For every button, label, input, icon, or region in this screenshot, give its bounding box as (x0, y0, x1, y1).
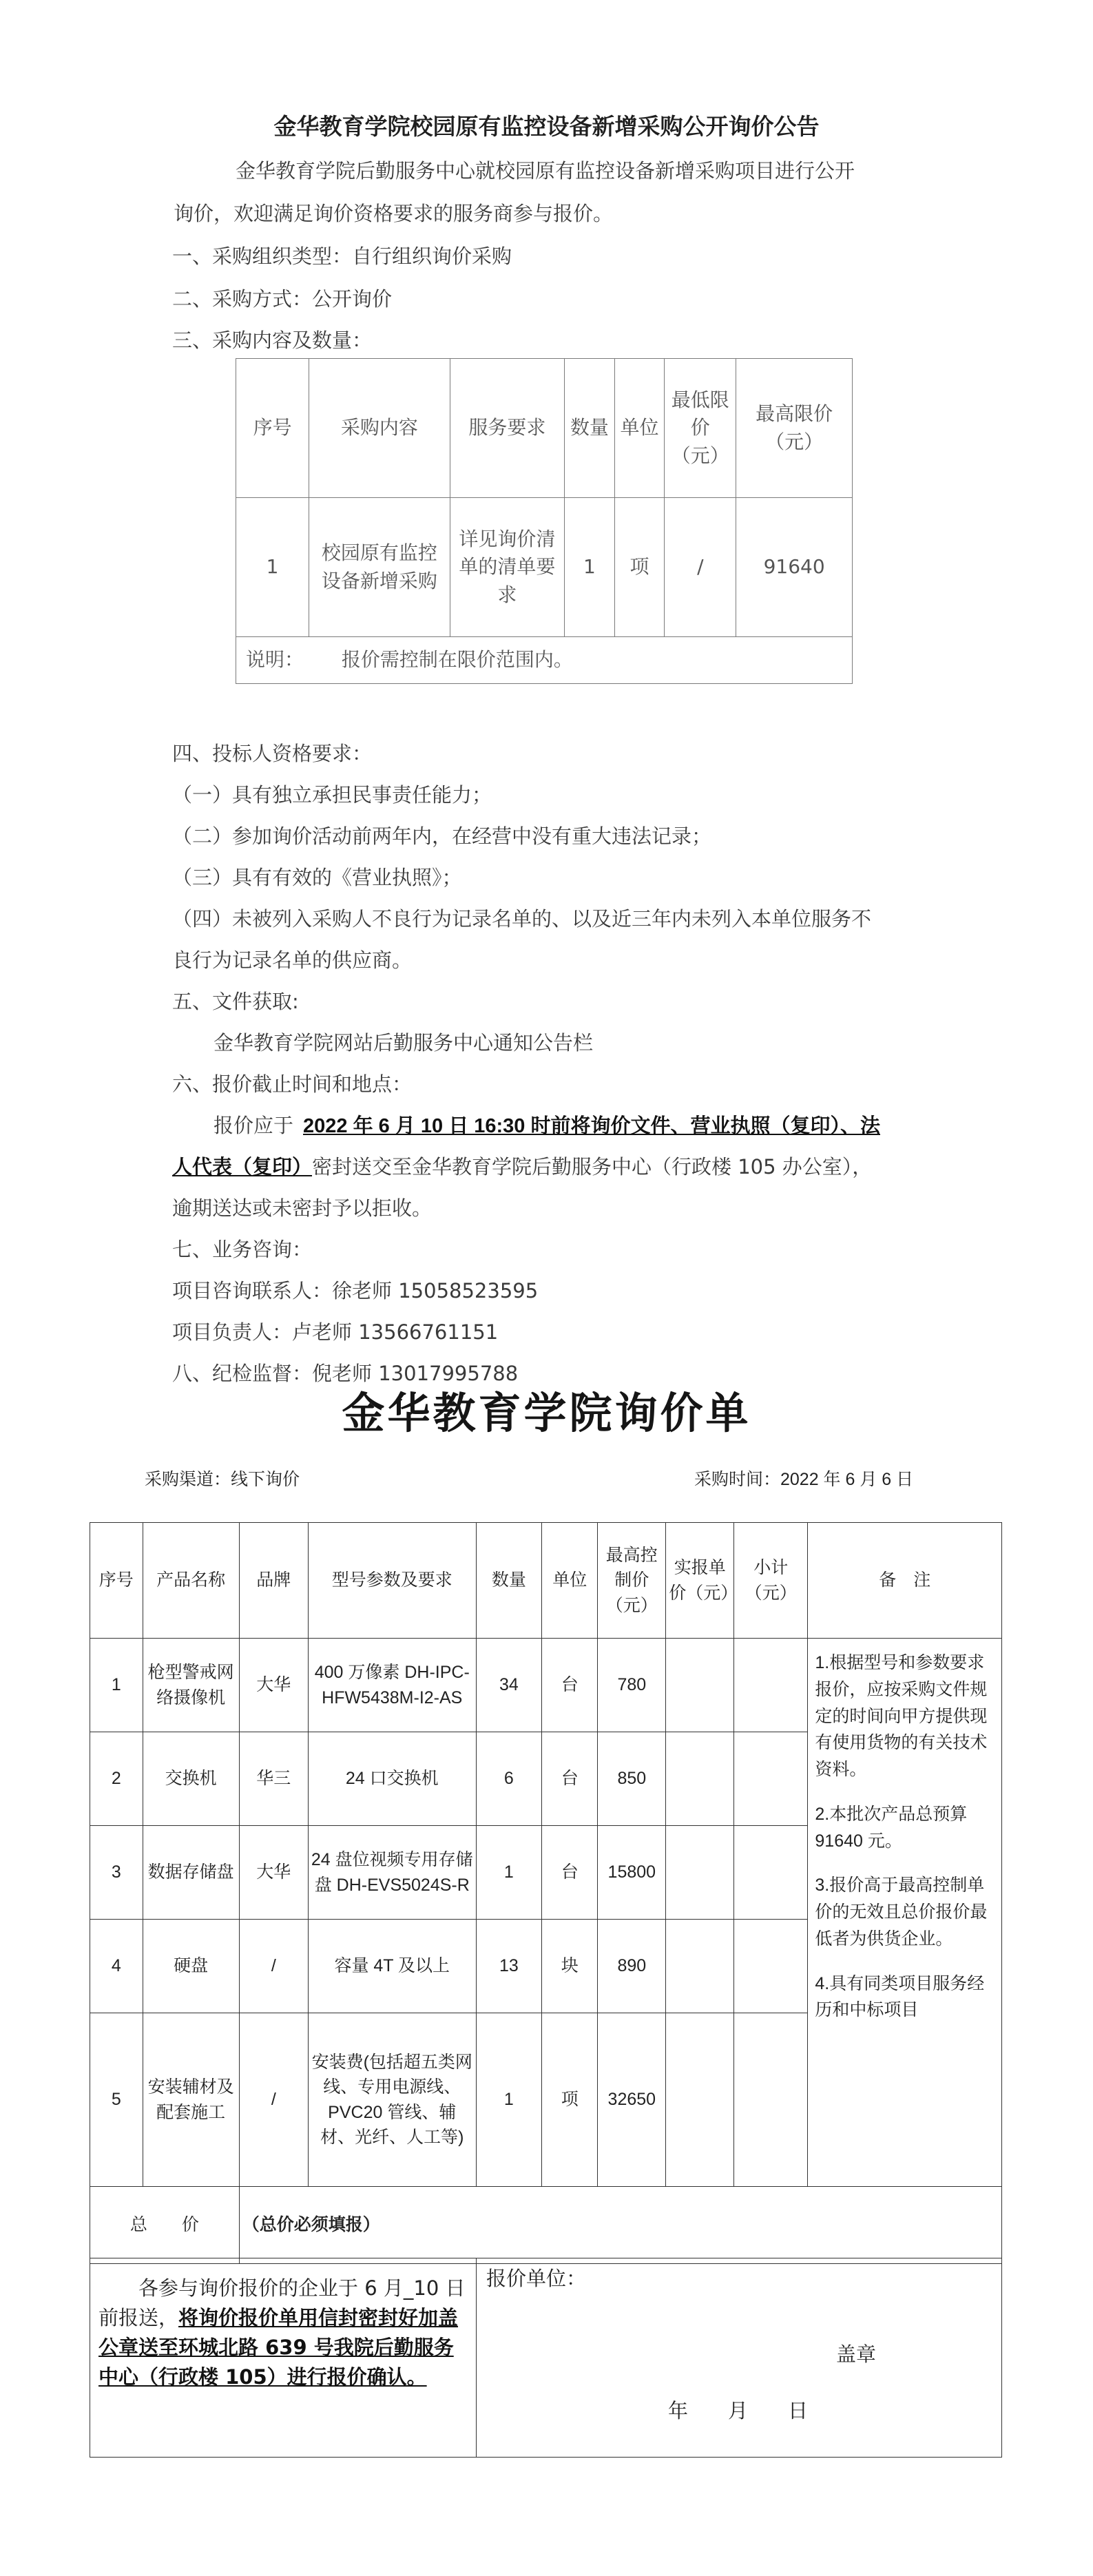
section-8: 八、纪检监督：倪老师 13017995788 (172, 1362, 519, 1385)
section-7: 七、业务咨询： (172, 1238, 313, 1261)
th-content: 采购内容 (309, 359, 450, 498)
inquiry-table (90, 1522, 1002, 2264)
cell-unit: 台 (542, 1639, 598, 1732)
th-brand: 品牌 (239, 1523, 308, 1639)
row-content: 校园原有监控设备新增采购 (309, 498, 450, 637)
section-3: 三、采购内容及数量： (172, 329, 373, 352)
requirement-1: （一）具有独立承担民事责任能力； (172, 783, 492, 807)
cell-spec: 24 盘位视频专用存储盘 DH-EVS5024S-R (308, 1826, 476, 1920)
cell-unit: 台 (542, 1732, 598, 1826)
cell-qty: 1 (476, 2013, 541, 2187)
cell-name: 交换机 (143, 1732, 239, 1826)
section-6-deadline: 2022 年 6 月 10 日 16:30 时前将询价文件、营业执照（复印）、法 (303, 1115, 880, 1137)
cell-price: 32650 (598, 2013, 666, 2187)
remark-3: 3.报价高于最高控制单价的无效且总价报价最低者为供货企业。 (815, 1876, 988, 1949)
row-max-price: 91640 (736, 498, 853, 637)
cell-quote[interactable] (666, 2013, 734, 2187)
row-service: 详见询价清单的清单要求 (450, 498, 564, 637)
cell-no: 2 (90, 1732, 143, 1826)
cell-quote[interactable] (666, 1920, 734, 2013)
cell-quote[interactable] (666, 1826, 734, 1920)
notice-intro-line1: 金华教育学院后勤服务中心就校园原有监控设备新增采购项目进行公开 (236, 159, 855, 183)
cell-price: 780 (598, 1639, 666, 1732)
cell-price: 890 (598, 1920, 666, 2013)
date-label: 年 月 日 (668, 2399, 809, 2422)
cell-no: 1 (90, 1639, 143, 1732)
cell-quote[interactable] (666, 1732, 734, 1826)
cell-no: 5 (90, 2013, 143, 2187)
section-6: 六、报价截止时间和地点： (172, 1072, 413, 1096)
cell-name: 枪型警戒网络摄像机 (143, 1639, 239, 1732)
table-note (236, 637, 853, 684)
th-max-price: 最高限价（元） (736, 359, 853, 498)
requirement-4-line2: 良行为记录名单的供应商。 (172, 948, 413, 972)
cell-subtotal[interactable] (734, 1732, 808, 1826)
notice-intro-line2: 询价，欢迎满足询价资格要求的服务商参与报价。 (174, 202, 614, 225)
inquiry-time: 采购时间：2022 年 6 月 6 日 (694, 1470, 914, 1489)
th-spec: 型号参数及要求 (308, 1523, 476, 1639)
table-note-text: 报价需控制在限价范围内。 (341, 648, 573, 672)
cell-subtotal[interactable] (734, 1639, 808, 1732)
cell-spec: 容量 4T 及以上 (308, 1920, 476, 2013)
table-row (90, 1639, 1002, 1732)
th-min-price: 最低限价（元） (665, 359, 736, 498)
submission-underlined: 将询价报价单用信封密封好加盖公章送至环城北路 639 号我院后勤服务中心（行政楼 105）进行报价确认。 (98, 2305, 459, 2389)
row-no: 1 (236, 498, 309, 637)
cell-no: 3 (90, 1826, 143, 1920)
total-note: （总价必须填报） (242, 2215, 380, 2235)
remarks-cell (808, 1639, 1002, 2187)
cell-brand: 大华 (239, 1826, 308, 1920)
th-subtotal: 小计（元） (734, 1523, 808, 1639)
requirement-3: （三）具有有效的《营业执照》； (172, 866, 462, 889)
cell-name: 安装辅材及配套施工 (143, 2013, 239, 2187)
inquiry-title: 金华教育学院询价单 (342, 1388, 751, 1438)
cell-spec: 安装费(包括超五类网线、专用电源线、PVC20 管线、辅材、光纤、人工等) (308, 2013, 476, 2187)
row-min-price: / (665, 498, 736, 637)
cell-unit: 块 (542, 1920, 598, 2013)
cell-unit: 台 (542, 1826, 598, 1920)
notice-title: 金华教育学院校园原有监控设备新增采购公开询价公告 (273, 113, 820, 140)
section-6-pre: 报价应于 (214, 1114, 294, 1137)
cell-brand: 华三 (239, 1732, 308, 1826)
inquiry-channel: 采购渠道：线下询价 (145, 1470, 300, 1489)
total-label: 总 价 (90, 2187, 240, 2264)
table-note-label: 说明： (246, 648, 304, 672)
th-unit: 单位 (614, 359, 665, 498)
th-qty: 数量 (476, 1523, 541, 1639)
section-5: 五、文件获取: (172, 990, 299, 1013)
th-no: 序号 (90, 1523, 143, 1639)
cell-subtotal[interactable] (734, 1920, 808, 2013)
contact-1: 项目咨询联系人：徐老师 15058523595 (172, 1279, 539, 1302)
cell-no: 4 (90, 1920, 143, 2013)
section-1: 一、采购组织类型：自行组织询价采购 (172, 245, 512, 268)
row-unit: 项 (614, 498, 665, 637)
section-4: 四、投标人资格要求： (172, 742, 373, 765)
cell-unit: 项 (542, 2013, 598, 2187)
section-2: 二、采购方式：公开询价 (172, 287, 393, 311)
quote-unit-cell[interactable] (477, 2258, 1002, 2458)
total-field[interactable] (239, 2187, 1001, 2264)
th-qty: 数量 (565, 359, 615, 498)
cell-brand: 大华 (239, 1639, 308, 1732)
section-6-rest: 密封送交至金华教育学院后勤服务中心（行政楼 105 办公室）， (312, 1155, 873, 1178)
cell-brand: / (239, 2013, 308, 2187)
procurement-table (236, 358, 853, 684)
remark-4: 4.具有同类项目服务经历和中标项目 (815, 1973, 985, 2020)
th-unit: 单位 (542, 1523, 598, 1639)
requirement-2: （二）参加询价活动前两年内，在经营中没有重大违法记录； (172, 824, 712, 848)
submission-instructions (90, 2258, 477, 2458)
row-qty: 1 (565, 498, 615, 637)
cell-qty: 6 (476, 1732, 541, 1826)
seal-label: 盖章 (836, 2343, 877, 2366)
cell-name: 硬盘 (143, 1920, 239, 2013)
quote-unit-label: 报价单位： (486, 2267, 587, 2290)
th-remark: 备 注 (808, 1523, 1002, 1639)
th-service: 服务要求 (450, 359, 564, 498)
section-6-deadline-cont: 人代表（复印） (172, 1155, 313, 1178)
cell-subtotal[interactable] (734, 2013, 808, 2187)
th-max-price: 最高控制价（元） (598, 1523, 666, 1639)
cell-spec: 24 口交换机 (308, 1732, 476, 1826)
cell-subtotal[interactable] (734, 1826, 808, 1920)
cell-spec: 400 万像素 DH-IPC-HFW5438M-I2-AS (308, 1639, 476, 1732)
cell-qty: 34 (476, 1639, 541, 1732)
remark-2: 2.本批次产品总预算 91640 元。 (815, 1804, 968, 1851)
section-6-line1 (214, 1110, 880, 1139)
cell-name: 数据存储盘 (143, 1826, 239, 1920)
submission-plain: 各参与询价报价的企业于 6 月_10 日前报送， (98, 2276, 466, 2329)
cell-price: 15800 (598, 1826, 666, 1920)
requirement-4-line1: （四）未被列入采购人不良行为记录名单的、以及近三年内未列入本单位服务不 (172, 907, 872, 931)
section-6-line2 (172, 1152, 872, 1180)
cell-brand: / (239, 1920, 308, 2013)
contact-2: 项目负责人：卢老师 13566761151 (172, 1320, 499, 1344)
cell-quote[interactable] (666, 1639, 734, 1732)
cell-price: 850 (598, 1732, 666, 1826)
confirmation-table (90, 2258, 1002, 2458)
section-5-body: 金华教育学院网站后勤服务中心通知公告栏 (214, 1031, 594, 1055)
section-6-line3: 逾期送达或未密封予以拒收。 (172, 1196, 433, 1220)
cell-qty: 1 (476, 1826, 541, 1920)
th-quote: 实报单价（元） (666, 1523, 734, 1639)
cell-qty: 13 (476, 1920, 541, 2013)
th-no: 序号 (236, 359, 309, 498)
th-name: 产品名称 (143, 1523, 239, 1639)
remark-1: 1.根据型号和参数要求报价，应按采购文件规定的时间向甲方提供现有使用货物的有关技术资料。 (815, 1653, 988, 1779)
